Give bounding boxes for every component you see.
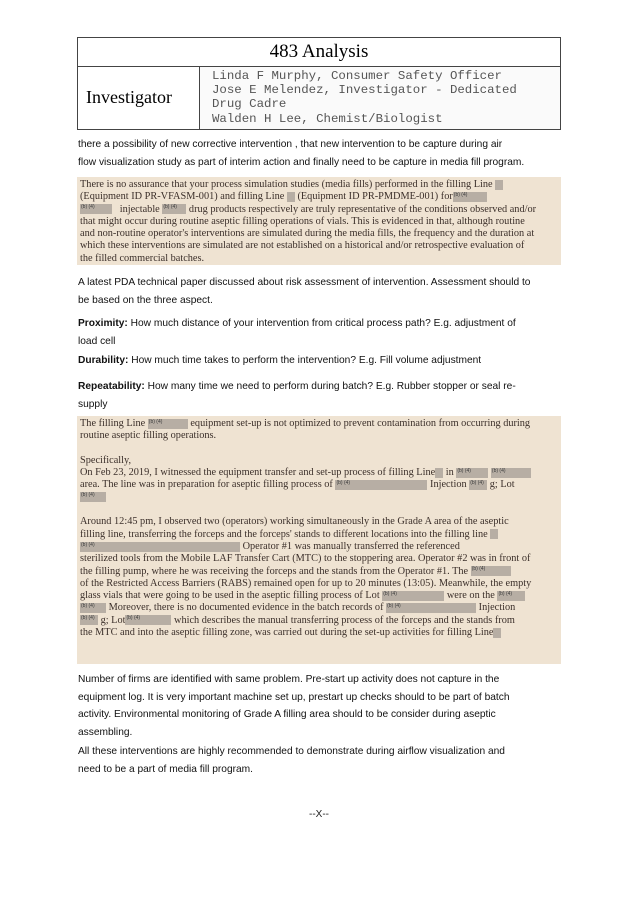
fda-excerpt-2 [77,416,561,664]
investigator-cell [78,67,200,129]
redaction-box: (b) (4) [125,615,171,625]
redaction-box: (b) (4) [497,591,525,601]
text-line: assembling. [78,726,133,738]
text-line: flow visualization study as part of interim action and finally need to be capture in media fill program. [78,156,525,168]
excerpt-line: (Equipment ID PR-VFASM-001) and filling Line [80,191,285,203]
redaction-box: (b) (4) [453,192,487,202]
excerpt-line: There is no assurance that your process simulation studies (media fills) performed in the filling Line [80,179,493,190]
text-line: A latest PDA technical paper discussed about risk assessment of intervention. Assessment should to [78,277,531,288]
excerpt-line: and non-routine operator's interventions are simulated during the media fills, the frequency and the duration at [80,228,535,240]
redaction-box: (b) (4) [80,615,98,625]
excerpt-line: were on the [446,590,495,602]
pda-paragraph [78,274,564,309]
final-paragraph [78,743,564,778]
excerpt-line: Specifically, [80,454,132,466]
excerpt-line: equipment set-up is not optimized to prevent contamination from occurring during [190,418,531,429]
excerpt-line: the filling pump, where he was receiving the forceps and the stands from the Operator #1. The [80,565,469,577]
excerpt-line: in [445,467,454,479]
page-footer: --X-- [309,809,329,820]
text-line: load cell [78,335,116,347]
redaction-box: (b) (4) [80,542,240,552]
redaction-box: (b) (4) [80,204,112,214]
proximity-label: Proximity: [78,318,128,329]
redaction-box: (b) (4) [148,419,188,429]
redaction-box: (b) (4) [382,591,444,601]
intro-paragraph [78,136,564,171]
excerpt-line: sterilized tools from the Mobile LAF Transfer Cart (MTC) to the stoppering area. Operator #2 was in front of [80,553,531,565]
excerpt-line: glass vials that were going to be used in the aseptic filling process of Lot [80,590,380,602]
repeatability-paragraph [78,378,564,413]
text-line: Number of firms are identified with same problem. Pre-start up activity does not capture in the [78,674,500,685]
repeatability-label: Repeatability: [78,381,145,392]
text-line: How much distance of your intervention from critical process path? E.g. adjustment of [127,318,516,329]
investigator-name: Linda F Murphy, Consumer Safety Officer [212,69,502,83]
redaction-box: (b) (4) [162,204,186,214]
closing-paragraph [78,671,564,741]
excerpt-line: Moreover, there is no documented evidence in the batch records of [108,602,384,614]
excerpt-line: routine aseptic filling operations. [80,430,217,442]
excerpt-line: On Feb 23, 2019, I witnessed the equipment transfer and set-up process of filling Line [80,467,436,479]
excerpt-line: Around 12:45 pm, I observed two (operators) working simultaneously in the Grade A area of the aseptic [80,516,509,528]
excerpt-line: (Equipment ID PR-PMDME-001) for [297,191,453,203]
redaction-box: (b) (4) [335,480,427,490]
excerpt-line: that might occur during routine aseptic filling operations of vials. This is evidenced in that, although routine [80,215,525,227]
text-line: All these interventions are highly recommended to demonstrate during airflow visualization and [78,746,505,757]
investigator-name: Drug Cadre [212,97,287,112]
redaction-box: (b) (4) [80,603,106,613]
redaction-box: (b) (4) [471,566,511,576]
excerpt-line: Operator #1 was manually transferred the referenced [242,540,460,552]
text-line: How much time takes to perform the intervention? E.g. Fill volume adjustment [128,355,482,366]
redaction-box: (b) (4) [386,603,476,613]
durability-paragraph [78,352,564,370]
excerpt-line: which describes the manual transferring process of the forceps and the stands from [174,614,515,626]
investigator-name: Jose E Melendez, Investigator - Dedicated [212,83,517,98]
text-line: equipment log. It is very important machine set up, prestart up checks should to be part of batch [78,691,510,703]
investigator-label: Investigator [86,87,172,107]
excerpt-line: filling line, transferring the forceps and the forceps' stands to different locations into the filling line [80,528,488,540]
excerpt-line: Injection [478,602,516,614]
text-line: supply [78,398,108,410]
durability-label: Durability: [78,355,129,366]
redaction-box: (b) (4) [456,468,488,478]
redaction-box [435,468,443,478]
excerpt-line: area. The line was in preparation for aseptic filling process of [80,479,333,491]
investigator-name: Walden H Lee, Chemist/Biologist [212,111,443,126]
text-line: be based on the three aspect. [78,294,213,306]
redaction-box: (b) (4) [491,468,531,478]
redaction-box [490,529,498,539]
excerpt-line: The filling Line [80,418,146,429]
investigator-names [200,67,560,129]
text-line: activity. Environmental monitoring of Grade A filling area should to be consider during aseptic [78,709,496,721]
redaction-box [493,628,501,638]
text-line: need to be a part of media fill program. [78,763,253,775]
redaction-box [287,192,295,202]
proximity-paragraph [78,315,564,350]
text-line: How many time we need to perform during batch? E.g. Rubber stopper or seal re- [144,381,516,392]
page-title: 483 Analysis [78,38,560,67]
excerpt-line: drug products respectively are truly representative of the conditions observed and/or [188,203,537,215]
excerpt-line: Injection [430,479,467,491]
excerpt-line: g; Lot [100,614,126,626]
header-table [77,37,561,130]
redaction-box: (b) (4) [469,480,487,490]
investigator-row [78,67,560,129]
excerpt-line: of the Restricted Access Barriers (RABS) remained open for up to 20 minutes (13:05). Meanwhile, the empty [80,577,532,589]
redaction-box: (b) (4) [80,492,106,502]
excerpt-line: which these interventions are simulated are not established on a historical and/or retrospective evaluation of [80,240,525,252]
text-line: there a possibility of new corrective intervention , that new intervention to be capture during air [78,139,503,150]
excerpt-line: g; Lot [489,479,515,491]
excerpt-line: the filled commercial batches. [80,252,205,264]
redaction-box [495,180,503,190]
fda-excerpt-1 [77,177,561,265]
excerpt-line: the MTC and into the aseptic filling zone, was carried out during the set-up activities for filling Line [80,627,494,639]
excerpt-line: injectable [119,203,160,215]
